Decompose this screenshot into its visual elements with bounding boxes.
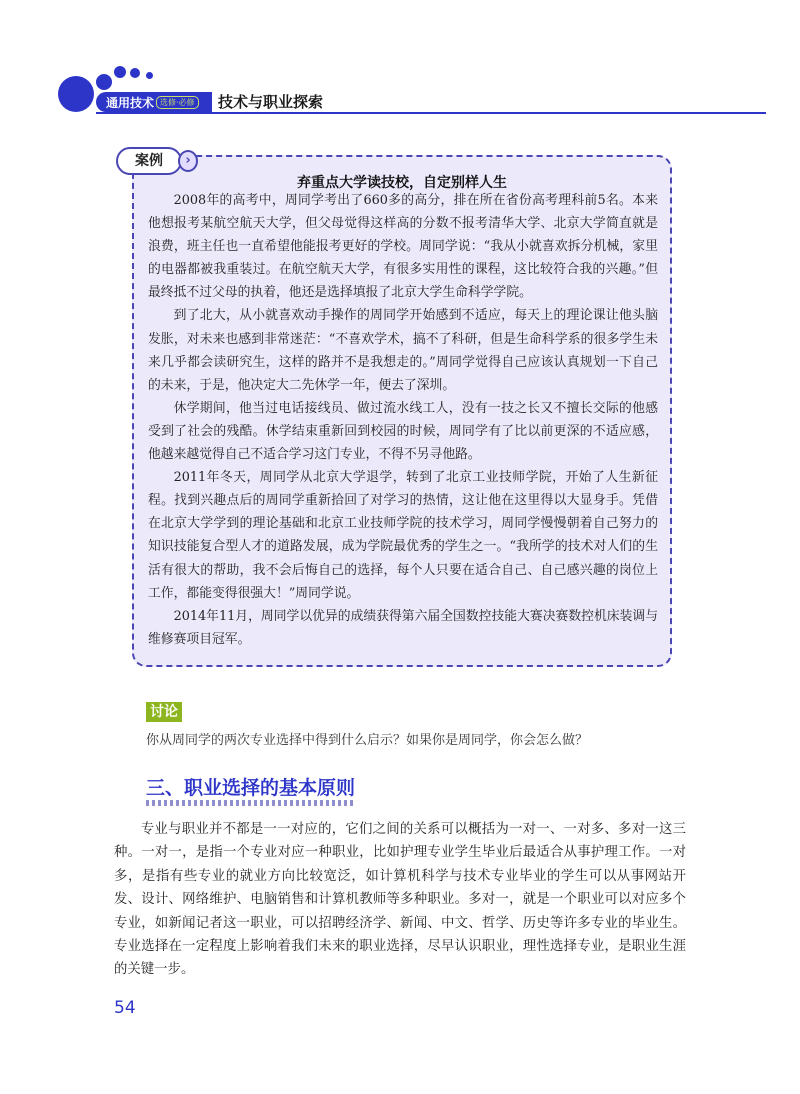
section-underline — [146, 800, 356, 806]
decor-dot — [96, 74, 112, 90]
section-title: 三、职业选择的基本原则 — [146, 777, 356, 799]
page-header — [0, 0, 800, 120]
header-rule — [96, 112, 766, 114]
case-paragraph: 到了北大，从小就喜欢动手操作的周同学开始感到不适应，每天上的理论课让他头脑发胀，对未来也感到非常迷茫：“不喜欢学术，搞不了科研，但是生命科学系的很多学生未来几乎都会读研究生，这样的路并不是我想走的。”周同学觉得自己应该认真规划一下自己的未来，于是，他决定大二先休学一年，便去了深圳。 — [148, 308, 658, 393]
discussion-question: 你从周同学的两次专业选择中得到什么启示？如果你是周同学，你会怎么做？ — [146, 733, 589, 748]
case-paragraph: 2008年的高考中，周同学考出了660多的高分，排在所在省份高考理科前5名。本来他想报考某航空航天大学，但父母觉得这样高的分数不报考清华大学、北京大学简直就是浪费，班主任也一直希望他能报考更好的学校。周同学说：“我从小就喜欢拆分机械，家里的电器都被我重装过。在航空航天大学，有很多实用性的课程，这比较符合我的兴趣。”但最终抵不过父母的执着，他还是选择填报了北京大学生命科学学院。 — [148, 193, 658, 301]
case-paragraph: 2014年11月，周同学以优异的成绩获得第六届全国数控技能大赛决赛数控机床装调与维修赛项目冠军。 — [148, 608, 658, 647]
section-paragraph: 专业与职业并不都是一一对应的，它们之间的关系可以概括为一对一、一对多、多对一这三种。一对一，是指一个专业对应一种职业，比如护理专业学生毕业后最适合从事护理工作。一对多，是指有些专业的就业方向比较宽泛，如计算机科学与技术专业毕业的学生可以从事网站开发、设计、网络维护、电脑销售和计算机教师等多种职业。多对一，就是一个职业可以对应多个专业，如新闻记者这一职业，可以招聘经济学、新闻、中文、哲学、历史等许多专业的毕业生。专业选择在一定程度上影响着我们未来的职业选择，尽早认识职业，理性选择专业，是职业生涯的关键一步。 — [114, 822, 686, 978]
section-body — [114, 818, 686, 982]
case-tag: 案例 — [116, 147, 182, 175]
page-number: 54 — [114, 998, 136, 1018]
decor-dot — [58, 76, 94, 112]
book-name: 通用技术 — [106, 96, 155, 110]
case-paragraph: 2011年冬天，周同学从北京大学退学，转到了北京工业技师学院，开始了人生新征程。找到兴趣点后的周同学重新拾回了对学习的热情，这让他在这里得以大显身手。凭借在北京大学学到的理论基础和北京工业技师学院的技术学习，周同学慢慢朝着自己努力的知识技能复合型人才的道路发展，成为学院最优秀的学生之一。“我所学的技术对人们的生活有很大的帮助，我不会后悔自己的选择，每个人只要在适合自己、自己感兴趣的岗位上工作，都能变得很强大！”周同学说。 — [148, 470, 658, 601]
chevron-right-icon: › — [178, 150, 198, 172]
case-paragraph: 休学期间，他当过电话接线员、做过流水线工人，没有一技之长又不擅长交际的他感受到了社会的残酷。休学结束重新回到校园的时候，周同学有了比以前更深的不适应感，他越来越觉得自己不适合学习这门专业，不得不另寻他路。 — [148, 400, 658, 463]
book-badge: 选修·必修 — [156, 96, 199, 109]
case-body — [148, 189, 658, 651]
decor-dot — [146, 72, 153, 79]
decor-dot — [114, 66, 126, 78]
decor-dot — [130, 68, 140, 78]
discussion-label: 讨论 — [146, 702, 182, 722]
case-title: 弃重点大学读技校，自定别样人生 — [297, 175, 507, 191]
chapter-title: 技术与职业探索 — [218, 93, 324, 111]
